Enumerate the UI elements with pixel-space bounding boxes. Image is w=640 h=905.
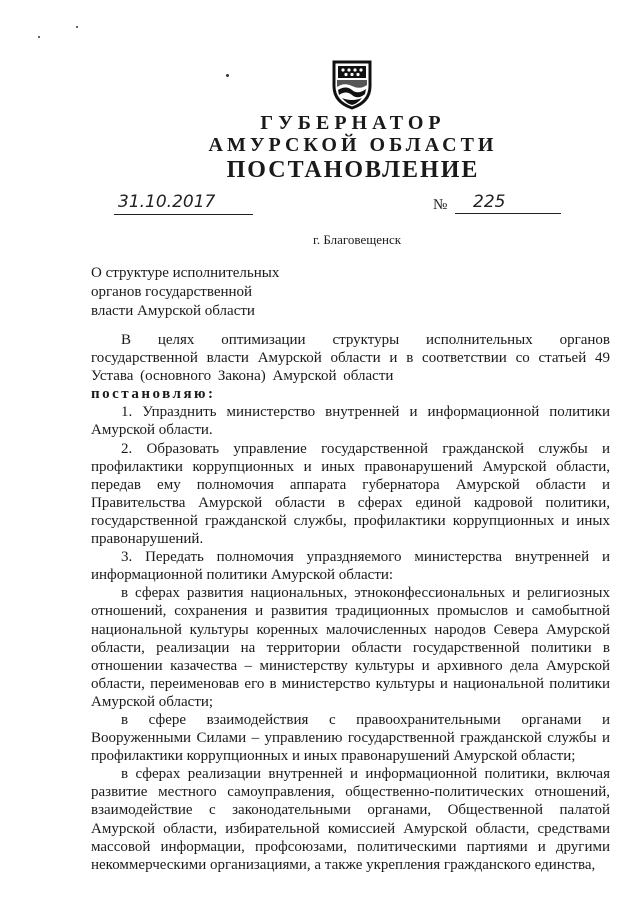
paragraph-3: 3. Передать полномочия упраздняемого министерства внутренней и информационной политики Амурской области:: [91, 549, 610, 584]
header-region: АМУРСКОЙ ОБЛАСТИ: [208, 134, 498, 156]
scan-speck: [226, 74, 229, 77]
paragraph-1: 1. Упразднить министерство внутренней и информационной политики Амурской области.: [91, 404, 610, 439]
document-subject: [91, 264, 279, 321]
amur-oblast-coat-of-arms-icon: [330, 56, 374, 110]
preamble: В целях оптимизации структуры исполнительных органов государственной власти Амурской области и в соответствии со статьей 49 Устава (основного Закона) Амурской области: [91, 332, 610, 385]
number-label: №: [433, 197, 448, 213]
document-number: 225: [455, 192, 561, 214]
subject-line: власти Амурской области: [91, 303, 255, 319]
paragraph-2: 2. Образовать управление государственной гражданской службы и профилактики коррупционных и иных правонарушений Амурской области, передав ему полномочия аппарата губернатора Амурской области и Правительства Амурской области в сферах единой кадровой политики, государственной гражданской службы, профилактики коррупционных и иных правонарушений.: [91, 440, 610, 548]
document-body: [91, 331, 610, 874]
subject-line: О структуре исполнительных: [91, 265, 280, 281]
scan-speck: [38, 36, 40, 38]
decree-word: постановляю:: [91, 386, 216, 403]
document-date: 31.10.2017: [114, 192, 253, 215]
header-document-type: ПОСТАНОВЛЕНИЕ: [226, 157, 480, 183]
paragraph-6: в сферах реализации внутренней и информационной политики, включая развитие местного самоуправления, общественно-политических отношений, взаимодействие с законодательными органами, Общественной палатой Амурской области, избирательной комиссией Амурской области, средствами массовой информации, профсоюзами, политическими партиями и другими некоммерческими организациями, а также укрепления гражданского единства,: [91, 766, 610, 873]
paragraph-5: в сфере взаимодействия с правоохранительными органами и Вооруженными Силами – управлению государственной гражданской службы и профилактики коррупционных и иных правонарушений Амурской области;: [91, 711, 610, 765]
paragraph-4: в сферах развития национальных, этноконфессиональных и религиозных отношений, сохранения и развития традиционных промыслов и самобытной национальной культуры коренных малочисленных народов Севера Амурской области, реализации на территории области государственной политики в отношении казачества – министерству культуры и архивного дела Амурской области, переименовав его в министерство культуры и национальной политики Амурской области;: [91, 585, 610, 710]
header-governor: ГУБЕРНАТОР: [260, 112, 446, 134]
city: г. Благовещенск: [312, 232, 402, 247]
subject-line: органов государственной: [91, 284, 253, 300]
scan-speck: [76, 26, 78, 28]
